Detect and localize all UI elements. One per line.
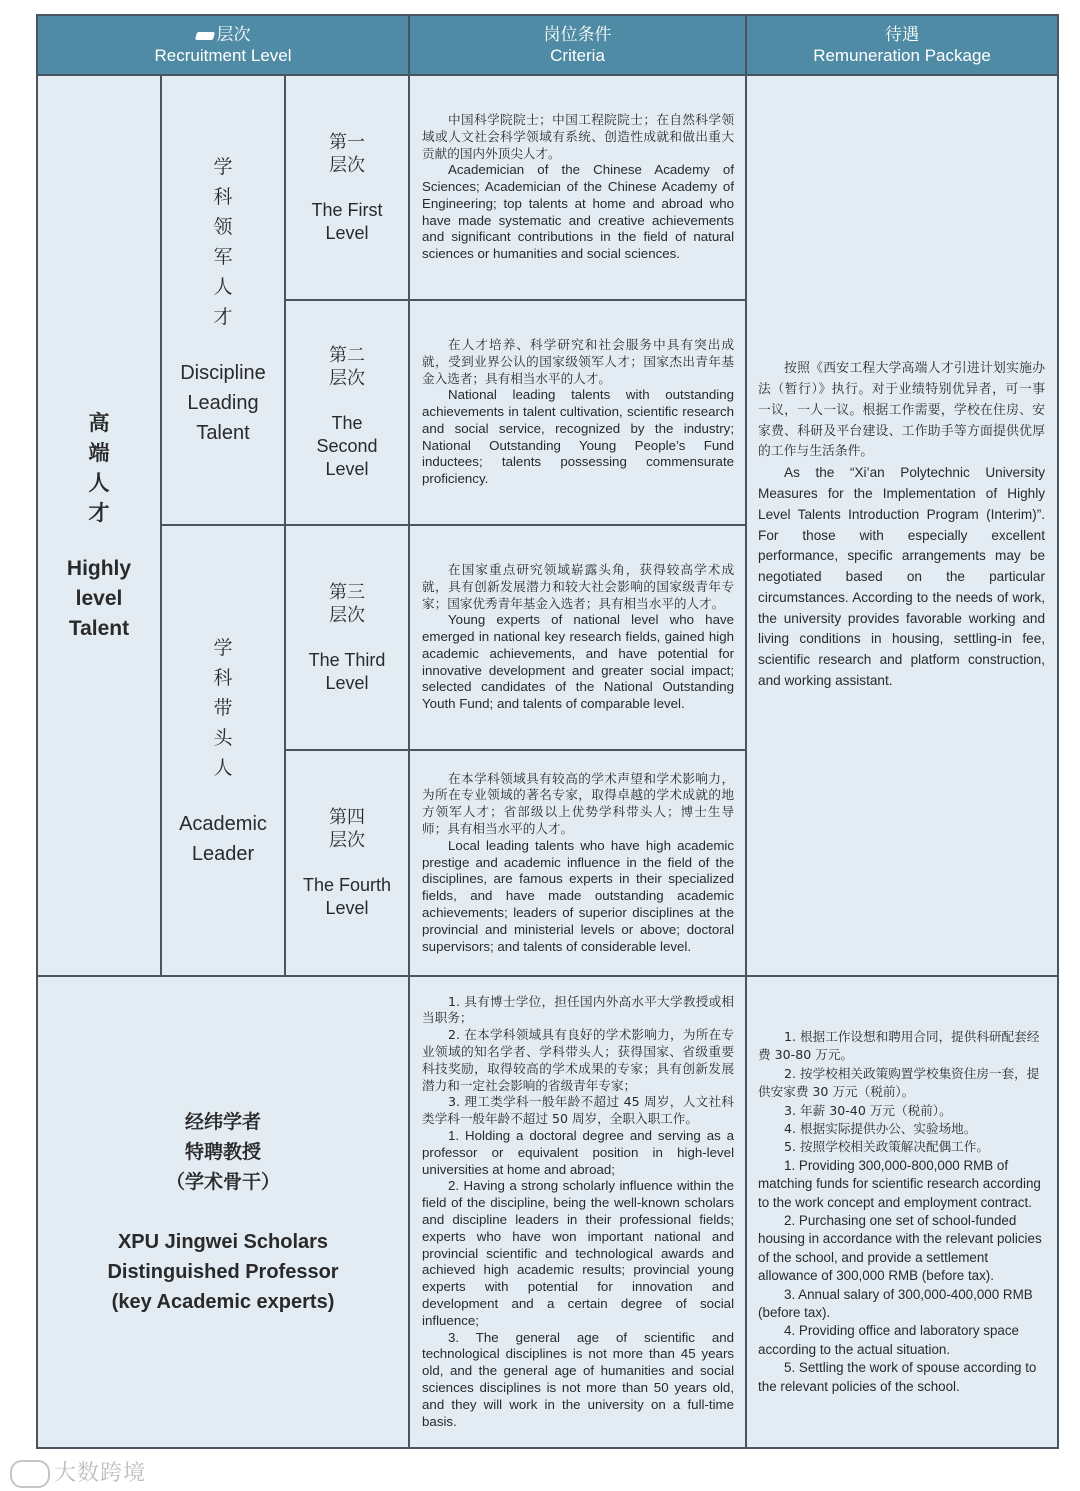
xpu-criteria-item: 1. Holding a doctoral degree and serving as a professor or equivalent position in high-level universities at home and abroad;: [422, 1128, 735, 1177]
discipline-leading-cell: [161, 75, 285, 525]
level-3-en: The Third Level: [308, 649, 386, 693]
xpu-package-item: 3. 年薪 30-40 万元（税前）。: [784, 1102, 952, 1118]
high-level-package: [746, 75, 1058, 976]
xpu-title-zh: 经纬学者 特聘教授 （学术骨干）: [166, 1111, 281, 1193]
highly-level-talent-cell: [37, 75, 161, 976]
level-1-zh: 第一 层次: [329, 131, 366, 176]
level-2-criteria-en: National leading talents with outstanding achievements in talent cultivation, scientific research and social service, recognized by the industry; National Outstanding Young People’s Fund inductees; talents possessing commensurate proficiency.: [422, 387, 735, 487]
highly-level-talent-en: Highly level Talent: [66, 556, 132, 640]
xpu-package: [746, 976, 1058, 1448]
header-recruitment-level: [37, 15, 409, 75]
level-1-criteria: [409, 75, 746, 300]
discipline-leading-zh: 学 科 领 军 人 才: [213, 156, 233, 328]
xpu-package-item: 2. Purchasing one set of school-funded housing in accordance with the relevant policies of the school, and provide a settlement allowance of 300,000 RMB (before tax).: [758, 1213, 1042, 1284]
xpu-package-item: 5. 按照学校相关政策解决配偶工作。: [784, 1139, 989, 1155]
level-1-criteria-en: Academician of the Chinese Academy of Sciences; Academician of the Chinese Academy of Engineering; top talents at home and abroad who have made systematic and creative achievements and significant contributions in the field of natural sciences or humanities and social sciences.: [422, 162, 735, 262]
level-1-cell: [285, 75, 409, 300]
xpu-package-item: 4. Providing office and laboratory space according to the actual situation.: [758, 1323, 1020, 1357]
xpu-package-item: 1. Providing 300,000-800,000 RMB of matching funds for scientific research according to the work concept and employment contract.: [758, 1157, 1041, 1210]
logo-mark-icon: [194, 32, 214, 40]
level-3-criteria-en: Young experts of national level who have emerged in national key research fields, gained high academic achievements, and have potential for innovative development and greater social impact; selected candidates of the National Outstanding Youth Fund; and talents of comparable level.: [422, 612, 735, 712]
xpu-criteria-item: 1. 具有博士学位，担任国内外高水平大学教授或相当职务；: [422, 993, 735, 1026]
xpu-criteria-item: 2. 在本学科领域具有良好的学术影响力，为所在专业领域的知名学者、学科带头人；获得国家、省级重要科技奖励，取得较高的学术成果的专家；具有创新发展潜力和一定社会影响的省级青年专家；: [422, 1027, 735, 1093]
level-1-en: The First Level: [311, 199, 383, 243]
xpu-package-item: 1. 根据工作设想和聘用合同，提供科研配套经费 30-80 万元。: [758, 1028, 1040, 1063]
xpu-title-cell: [37, 976, 409, 1448]
level-4-en: The Fourth Level: [302, 875, 392, 918]
level-4-criteria: [409, 750, 746, 976]
highly-level-talent-zh: 高 端 人 才: [88, 410, 110, 525]
discipline-leading-en: Discipline Leading Talent: [180, 362, 266, 444]
xpu-package-item: 3. Annual salary of 300,000-400,000 RMB (before tax).: [758, 1286, 1033, 1321]
level-3-cell: [285, 525, 409, 750]
header-col1-zh: 层次: [216, 25, 251, 44]
xpu-criteria-item: 3. 理工类学科一般年龄不超过 45 周岁，人文社科类学科一般年龄不超过 50 周岁，全职入职工作。: [422, 1094, 735, 1127]
watermark: [10, 1456, 146, 1488]
xpu-criteria-item: 3. The general age of scientific and technological disciplines is not more than 45 years old, and the general age of humanities and social sciences disciplines is not more than 50 years old, and they will work in the university on a full-time basis.: [422, 1329, 735, 1429]
high-package-zh: 按照《西安工程大学高端人才引进计划实施办法（暂行）》执行。对于业绩特别优异者，可一事一议，一人一议。根据工作需要，学校在住房、安家费、科研及平台建设、工作助手等方面提供优厚的工作与生活条件。: [758, 361, 1046, 460]
level-2-cell: [285, 300, 409, 525]
header-col3-en: Remuneration Package: [813, 46, 991, 65]
watermark-logo-icon: [10, 1460, 50, 1488]
level-row: [37, 75, 1058, 300]
header-col1-en: Recruitment Level: [154, 46, 292, 65]
level-3-zh: 第三 层次: [329, 581, 366, 626]
level-4-criteria-zh: 在本学科领域具有较高的学术声望和学术影响力，为所在专业领域的著名专家，取得卓越的学术成就的地方领军人才；省部级以上优势学科带头人；博士生导师；具有相当水平的人才。: [422, 770, 735, 836]
level-1-criteria-zh: 中国科学院院士；中国工程院院士；在自然科学领域或人文社会科学领域有系统、创造性成就和做出重大贡献的国内外顶尖人才。: [422, 111, 735, 161]
recruitment-table: [36, 14, 1059, 1449]
header-col3-zh: 待遇: [885, 25, 920, 44]
xpu-title-en: XPU Jingwei Scholars Distinguished Professor (key Academic experts): [107, 1231, 339, 1313]
xpu-row: [37, 976, 1058, 1448]
header-row: [37, 15, 1058, 75]
academic-leader-cell: [161, 525, 285, 976]
header-col2-en: Criteria: [550, 46, 605, 65]
level-4-zh: 第四 层次: [329, 807, 366, 851]
academic-leader-zh: 学 科 带 头 人: [213, 636, 233, 779]
high-package-en: As the “Xi’an Polytechnic University Measures for the Implementation of Highly Level Talents Introduction Program (Interim)”. For those with especially excellent performance, specific arrangements may be negotiated based on the particular circumstances. According to the needs of work, the university provides favorable working and living conditions in housing, settling-in fee, scientific research and platform construction, and working assistant.: [758, 465, 1046, 689]
xpu-package-item: 2. 按学校相关政策购置学校集资住房一套，提供安家费 30 万元（税前）。: [758, 1065, 1040, 1100]
level-4-criteria-en: Local leading talents who have high academic prestige and academic influence in the field of the disciplines, are famous experts in their specialized fields, and have made outstanding academic achievements; leaders of superior disciplines at the provincial and ministerial levels or above; doctoral supervisors; and talents of considerable level.: [422, 837, 735, 954]
level-3-criteria-zh: 在国家重点研究领域崭露头角，获得较高学术成就，具有创新发展潜力和较大社会影响的国家级青年专家；国家优秀青年基金入选者；具有相当水平的人才。: [422, 561, 735, 611]
header-criteria: [409, 15, 746, 75]
level-2-criteria-zh: 在人才培养、科学研究和社会服务中具有突出成就，受到业界公认的国家级领军人才；国家杰出青年基金入选者；具有相当水平的人才。: [422, 336, 735, 386]
header-col2-zh: 岗位条件: [543, 25, 612, 44]
academic-leader-en: Academic Leader: [179, 812, 267, 865]
xpu-package-item: 5. Settling the work of spouse according to the relevant policies of the school.: [758, 1360, 1037, 1394]
watermark-text: 大数跨境: [54, 1461, 147, 1486]
level-2-en: The Second Level: [316, 413, 378, 479]
header-remuneration: [746, 15, 1058, 75]
xpu-package-item: 4. 根据实际提供办公、实验场地。: [784, 1120, 977, 1136]
level-2-criteria: [409, 300, 746, 525]
level-4-cell: [285, 750, 409, 976]
level-3-criteria: [409, 525, 746, 750]
level-2-zh: 第二 层次: [329, 345, 366, 389]
xpu-criteria: [409, 976, 746, 1448]
xpu-criteria-item: 2. Having a strong scholarly influence within the field of the discipline, being the well-known scholars and discipline leaders in their professional fields; experts who have won important national and provincial scientific and technological awards and achieved high academic results; provincial young experts with potential for innovation and development and a certain degree of social influence;: [422, 1178, 735, 1328]
